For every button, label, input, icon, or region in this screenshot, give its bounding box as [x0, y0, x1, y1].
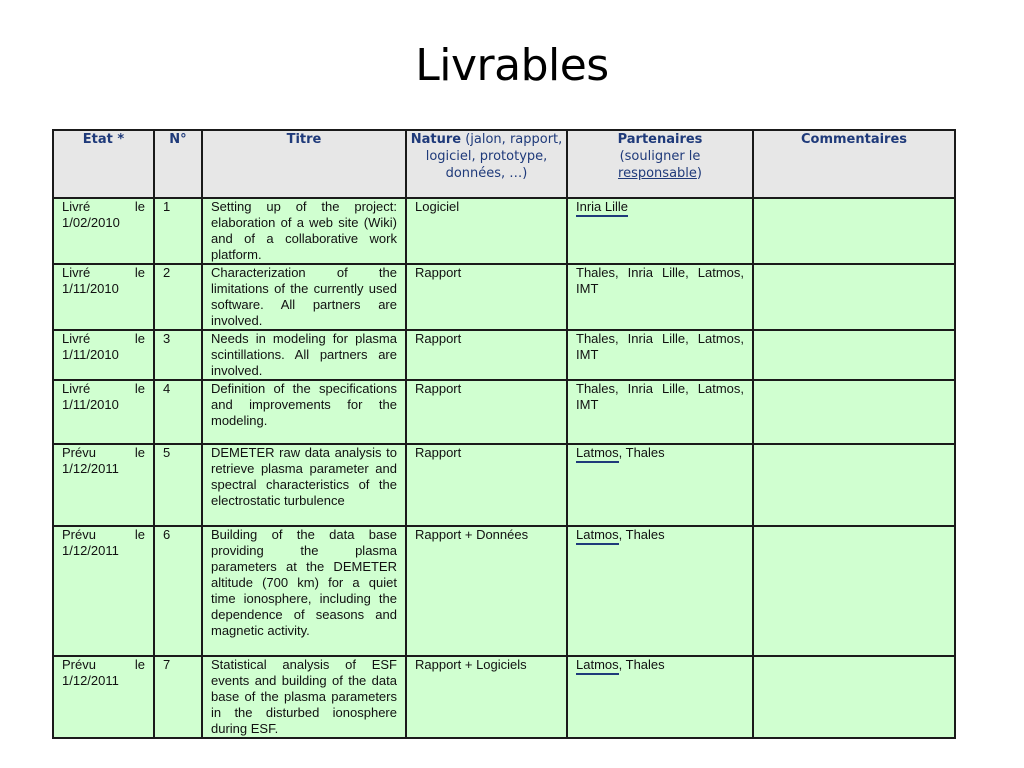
cell-commentaires	[753, 656, 955, 738]
cell-titre: DEMETER raw data analysis to retrieve plasma parameter and spectral characteristics of the electrostatic turbulence	[202, 444, 406, 526]
cell-commentaires	[753, 526, 955, 656]
table-row	[53, 444, 955, 526]
cell-commentaires	[753, 264, 955, 330]
header-titre: Titre	[202, 130, 406, 198]
slide-title: Livrables	[415, 40, 609, 91]
table-header-row	[53, 130, 955, 198]
cell-nature: Rapport + Logiciels	[406, 656, 567, 738]
cell-num: 1	[154, 198, 202, 264]
cell-etat: Prévu le 1/12/2011	[53, 444, 154, 526]
cell-titre: Statistical analysis of ESF events and building of the data base of the plasma parameters in the disturbed ionosphere during ESF.	[202, 656, 406, 738]
header-partenaires-label: Partenaires	[617, 132, 703, 147]
other-partners: , Thales	[618, 527, 665, 542]
header-partenaires	[567, 130, 753, 198]
cell-commentaires	[753, 380, 955, 444]
cell-num: 2	[154, 264, 202, 330]
other-partners: Thales, Inria Lille, Latmos, IMT	[576, 381, 744, 412]
table-row	[53, 656, 955, 738]
cell-num: 4	[154, 380, 202, 444]
cell-partenaires	[567, 330, 753, 380]
table-row	[53, 198, 955, 264]
cell-nature: Rapport	[406, 380, 567, 444]
cell-commentaires	[753, 198, 955, 264]
lead-partner: Latmos	[576, 527, 619, 542]
cell-nature: Rapport	[406, 264, 567, 330]
cell-partenaires	[567, 526, 753, 656]
cell-nature: Rapport + Données	[406, 526, 567, 656]
other-partners: Thales, Inria Lille, Latmos, IMT	[576, 265, 744, 296]
cell-etat: Livré le 1/11/2010	[53, 380, 154, 444]
cell-titre: Needs in modeling for plasma scintillations. All partners are involved.	[202, 330, 406, 380]
table-row	[53, 526, 955, 656]
cell-titre: Characterization of the limitations of the currently used software. All partners are involved.	[202, 264, 406, 330]
cell-partenaires	[567, 264, 753, 330]
header-num: N°	[154, 130, 202, 198]
cell-num: 7	[154, 656, 202, 738]
cell-commentaires	[753, 444, 955, 526]
other-partners: Thales, Inria Lille, Latmos, IMT	[576, 331, 744, 362]
cell-etat: Livré le 1/11/2010	[53, 264, 154, 330]
lead-partner: Inria Lille	[576, 199, 629, 214]
other-partners: , Thales	[618, 657, 665, 672]
table-row	[53, 264, 955, 330]
cell-num: 6	[154, 526, 202, 656]
cell-etat: Prévu le 1/12/2011	[53, 656, 154, 738]
cell-partenaires	[567, 656, 753, 738]
cell-nature: Logiciel	[406, 198, 567, 264]
cell-partenaires	[567, 444, 753, 526]
cell-etat: Livré le 1/11/2010	[53, 330, 154, 380]
cell-nature: Rapport	[406, 330, 567, 380]
header-nature-hint: (jalon, rapport, logiciel, prototype, données, …)	[425, 132, 563, 181]
header-commentaires: Commentaires	[753, 130, 955, 198]
lead-partner: Latmos	[576, 445, 619, 460]
cell-titre: Setting up of the project: elaboration of a web site (Wiki) and of a collaborative work platform.	[202, 198, 406, 264]
header-etat: Etat *	[53, 130, 154, 198]
header-partenaires-hint: (souligner le responsable)	[618, 149, 702, 181]
table-row	[53, 330, 955, 380]
cell-partenaires	[567, 198, 753, 264]
header-nature-label: Nature	[410, 132, 462, 147]
cell-num: 5	[154, 444, 202, 526]
cell-etat: Livré le 1/02/2010	[53, 198, 154, 264]
cell-partenaires	[567, 380, 753, 444]
other-partners: , Thales	[618, 445, 665, 460]
header-nature	[406, 130, 567, 198]
cell-commentaires	[753, 330, 955, 380]
deliverables-table	[52, 129, 956, 739]
cell-num: 3	[154, 330, 202, 380]
cell-titre: Definition of the specifications and improvements for the modeling.	[202, 380, 406, 444]
cell-etat: Prévu le 1/12/2011	[53, 526, 154, 656]
cell-titre: Building of the data base providing the plasma parameters at the DEMETER altitude (700 km) for a quiet time ionosphere, including the dependence of seasons and magnetic activity.	[202, 526, 406, 656]
lead-partner: Latmos	[576, 657, 619, 672]
table-row	[53, 380, 955, 444]
cell-nature: Rapport	[406, 444, 567, 526]
